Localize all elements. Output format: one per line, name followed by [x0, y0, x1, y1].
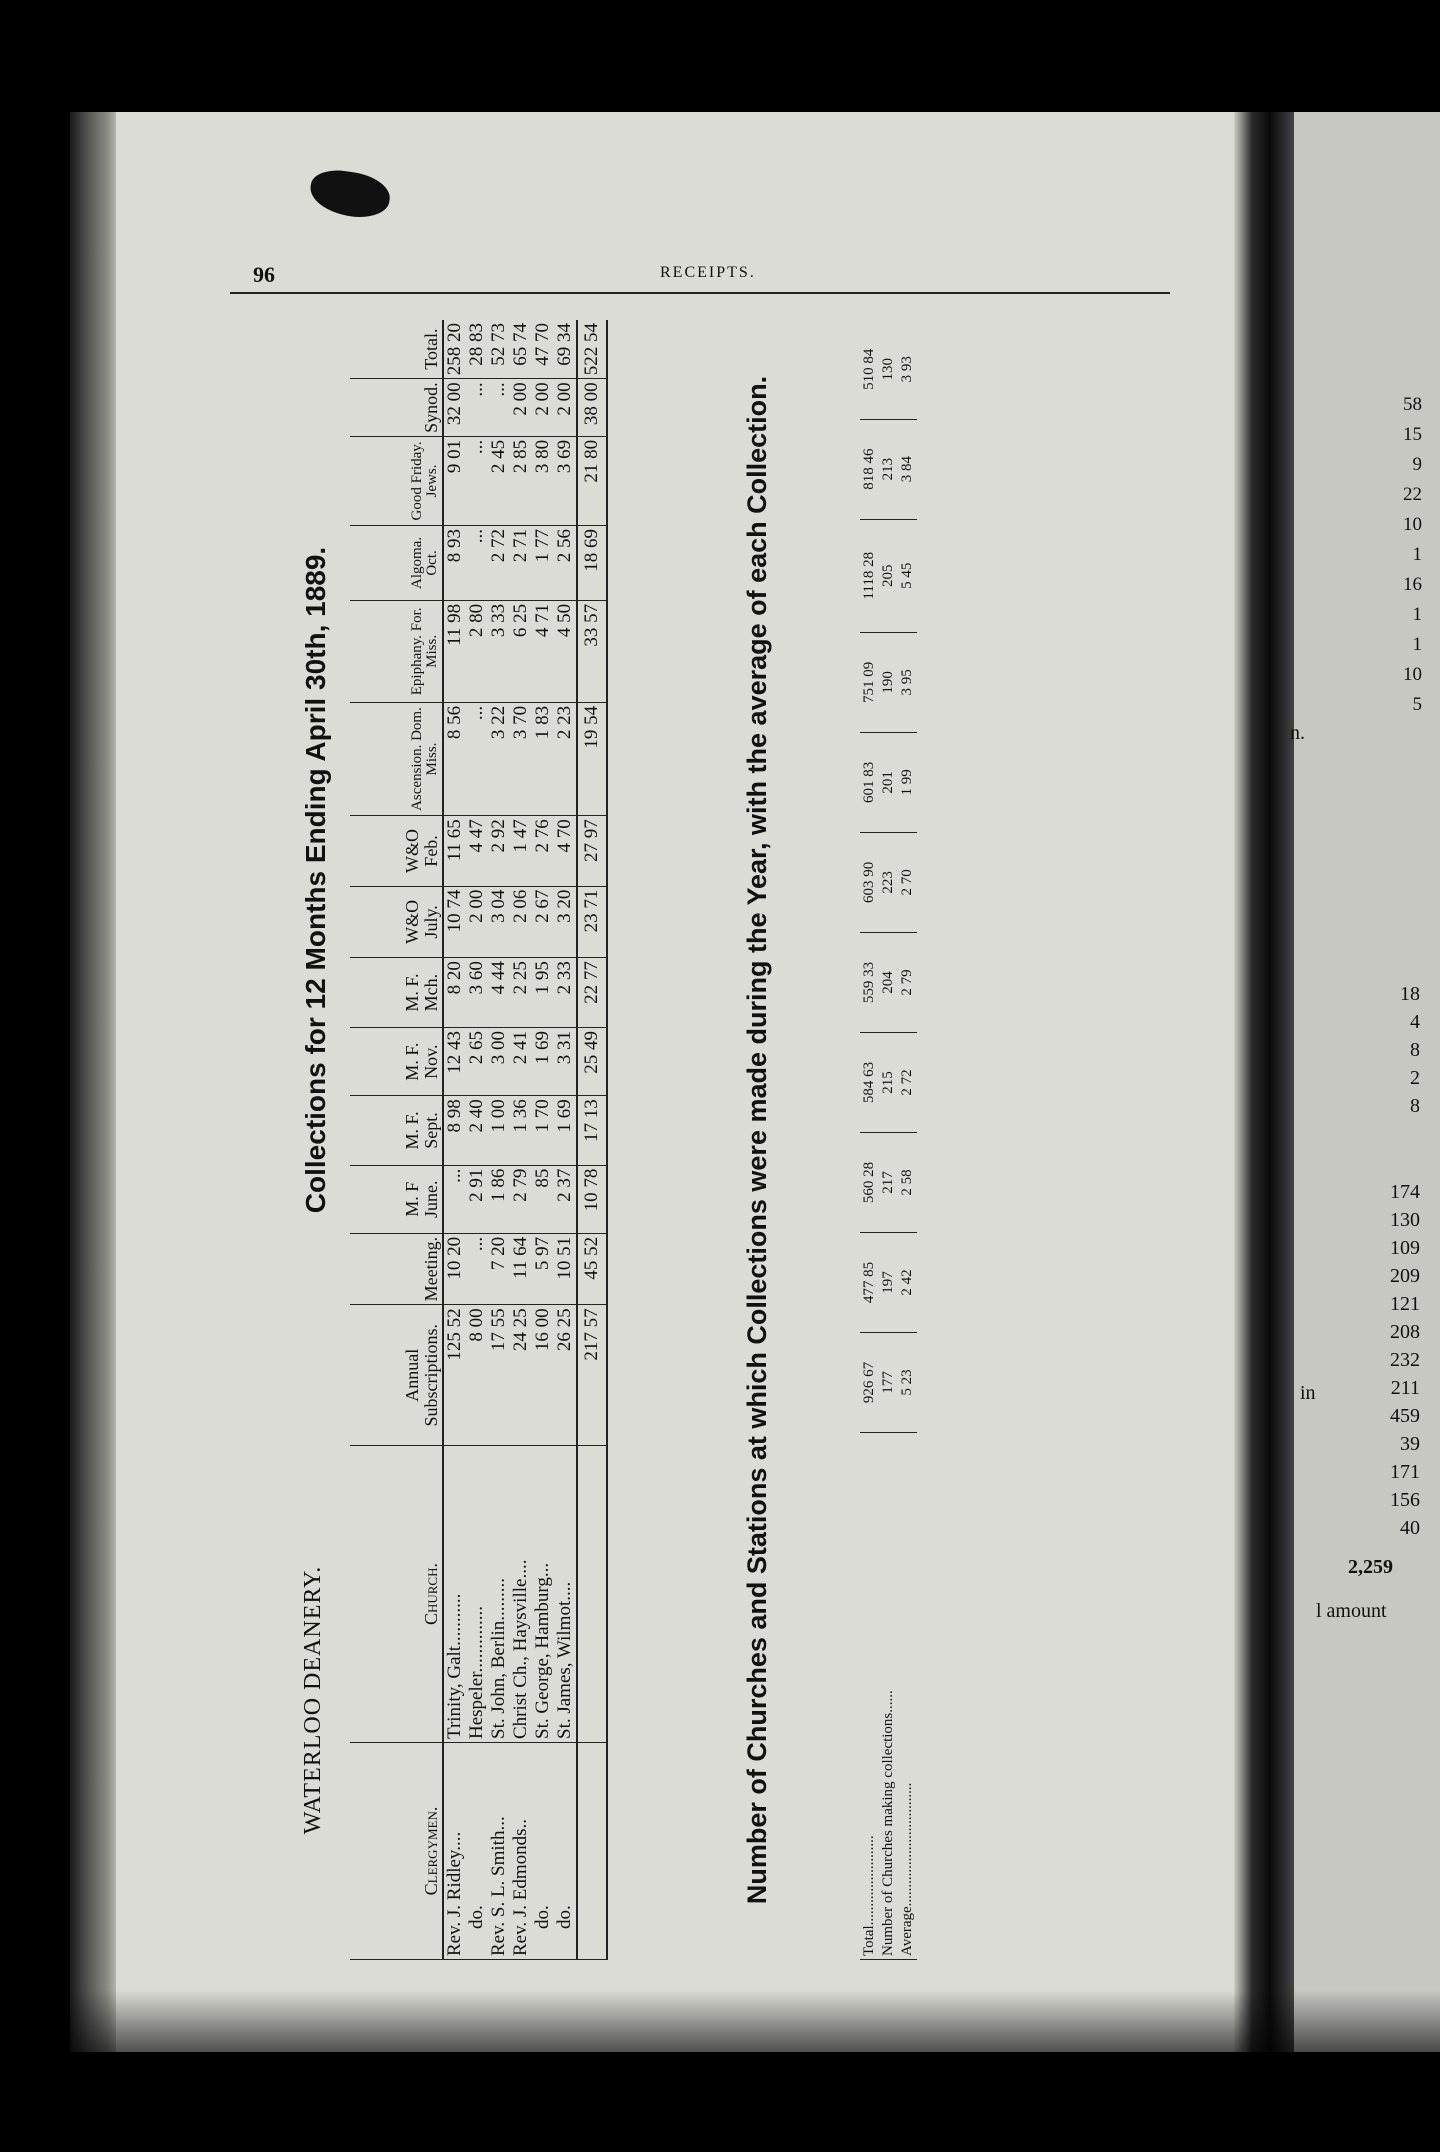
- sept-cell: 8 98: [443, 1096, 466, 1165]
- averages-cell: 2 42: [898, 1232, 917, 1332]
- july-cell: 10 74: [443, 886, 466, 957]
- june-cell: 85: [532, 1165, 554, 1233]
- page-edge-shadow: [70, 112, 116, 2052]
- subs-cell: 26 25: [554, 1305, 577, 1446]
- facing-page-number: 8: [1410, 1095, 1420, 1117]
- averages-cell: 177: [879, 1332, 898, 1432]
- facing-page-number: 10: [1403, 514, 1422, 535]
- facing-page-number: 8: [1410, 1039, 1420, 1061]
- gf-cell: 2 85: [510, 436, 532, 525]
- facing-page-number: 121: [1390, 1293, 1420, 1315]
- averages-label: Average.................................: [898, 1433, 917, 1960]
- averages-cell: 601 83: [860, 732, 879, 832]
- averages-label: Total........................: [860, 1433, 879, 1960]
- table-header-row: [350, 320, 443, 1960]
- averages-cell: 215: [879, 1032, 898, 1132]
- total-cell: 65 74: [510, 320, 532, 379]
- averages-cell: 477 85: [860, 1232, 879, 1332]
- june-cell: 2 79: [510, 1165, 532, 1233]
- asc-cell: 1 83: [532, 702, 554, 815]
- averages-cell: 560 28: [860, 1132, 879, 1232]
- averages-cell: 510 84: [860, 320, 879, 419]
- total-cell: 69 34: [554, 320, 577, 379]
- total-asc: 19 54: [577, 702, 607, 815]
- header-clergymen: Clergymen.: [350, 1743, 443, 1960]
- header-algoma: Algoma. Oct.: [350, 526, 443, 601]
- averages-cell: 818 46: [860, 419, 879, 519]
- totals-row: [577, 320, 607, 1960]
- sept-cell: 1 36: [510, 1096, 532, 1165]
- averages-cell: 213: [879, 419, 898, 519]
- subs-cell: 17 55: [488, 1305, 510, 1446]
- meeting-cell: 10 51: [554, 1233, 577, 1305]
- facing-page-number: 174: [1390, 1181, 1420, 1203]
- clergy-cell: do.: [554, 1743, 577, 1960]
- synod-cell: 2 00: [510, 379, 532, 437]
- averages-row: [898, 320, 917, 1960]
- asc-cell: ...: [466, 702, 488, 815]
- synod-cell: ...: [488, 379, 510, 437]
- synod-cell: 2 00: [554, 379, 577, 437]
- averages-cell: 205: [879, 519, 898, 632]
- church-cell: St. James, Wilmot....: [554, 1446, 577, 1743]
- mch-cell: 3 60: [466, 958, 488, 1028]
- facing-page-upper-figures: [1370, 980, 1420, 1120]
- feb-cell: 2 76: [532, 816, 554, 886]
- facing-page-number: 156: [1390, 1489, 1420, 1511]
- epi-cell: 4 50: [554, 600, 577, 702]
- total-cell: 47 70: [532, 320, 554, 379]
- nov-cell: 2 65: [466, 1028, 488, 1096]
- facing-page-number: 209: [1390, 1265, 1420, 1287]
- header-mf-june: M. F June.: [350, 1165, 443, 1233]
- facing-page-total: 2,259: [1348, 1556, 1393, 1578]
- header-church: Church.: [350, 1446, 443, 1743]
- collections-title: Collections for 12 Months Ending April 30th, 1889.: [300, 546, 331, 1214]
- clergy-cell: Rev. J. Ridley....: [443, 1743, 466, 1960]
- averages-cell: 584 63: [860, 1032, 879, 1132]
- deanery-heading: WATERLOO DEANERY.: [300, 1565, 326, 1835]
- facing-page-number: 1: [1412, 604, 1422, 625]
- total-subs: 217 57: [577, 1305, 607, 1446]
- meeting-cell: 5 97: [532, 1233, 554, 1305]
- header-annual-subscriptions: Annual Subscriptions.: [350, 1305, 443, 1446]
- averages-cell: 1118 28: [860, 519, 879, 632]
- facing-page-number: 10: [1403, 664, 1422, 685]
- july-cell: 2 00: [466, 886, 488, 957]
- church-cell: Hespeler..............: [466, 1446, 488, 1743]
- nov-cell: 12 43: [443, 1028, 466, 1096]
- averages-cell: 603 90: [860, 832, 879, 932]
- facing-page-number: 1: [1412, 544, 1422, 565]
- header-good-friday: Good Friday. Jews.: [350, 436, 443, 525]
- alg-cell: 2 72: [488, 526, 510, 601]
- facing-page-number: 9: [1412, 454, 1422, 475]
- subs-cell: 16 00: [532, 1305, 554, 1446]
- averages-cell: 130: [879, 320, 898, 419]
- total-nov: 25 49: [577, 1028, 607, 1096]
- header-mf-sept: M. F. Sept.: [350, 1096, 443, 1165]
- alg-cell: 1 77: [532, 526, 554, 601]
- asc-cell: 2 23: [554, 702, 577, 815]
- gf-cell: 3 80: [532, 436, 554, 525]
- epi-cell: 3 33: [488, 600, 510, 702]
- sept-cell: 2 40: [466, 1096, 488, 1165]
- church-cell: Christ Ch., Haysville....: [510, 1446, 532, 1743]
- averages-cell: 2 70: [898, 832, 917, 932]
- averages-cell: 2 79: [898, 932, 917, 1032]
- june-cell: 1 86: [488, 1165, 510, 1233]
- running-head: RECEIPTS.: [660, 264, 756, 281]
- facing-page-number: 39: [1400, 1433, 1420, 1455]
- church-cell: St. John, Berlin.........: [488, 1446, 510, 1743]
- facing-page-number: 5: [1412, 694, 1422, 715]
- facing-page-number: 1: [1412, 634, 1422, 655]
- clergy-cell: do.: [532, 1743, 554, 1960]
- church-cell: St. George, Hamburg...: [532, 1446, 554, 1743]
- alg-cell: 2 56: [554, 526, 577, 601]
- averages-label: Number of Churches making collections......: [879, 1433, 898, 1960]
- table-row: [466, 320, 488, 1960]
- total-cell: 52 73: [488, 320, 510, 379]
- total-meeting: 45 52: [577, 1233, 607, 1305]
- facing-page-number: 2: [1410, 1067, 1420, 1089]
- alg-cell: 8 93: [443, 526, 466, 601]
- averages-cell: 5 45: [898, 519, 917, 632]
- facing-page-number: 15: [1403, 424, 1422, 445]
- averages-cell: 3 93: [898, 320, 917, 419]
- church-cell: Trinity, Galt...........: [443, 1446, 466, 1743]
- averages-table: [860, 320, 917, 1960]
- averages-cell: 5 23: [898, 1332, 917, 1432]
- feb-cell: 11 65: [443, 816, 466, 886]
- asc-cell: 3 22: [488, 702, 510, 815]
- synod-cell: 2 00: [532, 379, 554, 437]
- facing-page-number: 130: [1390, 1209, 1420, 1231]
- averages-cell: 926 67: [860, 1332, 879, 1432]
- header-wo-feb: W&O Feb.: [350, 816, 443, 886]
- facing-page-column: [1360, 1178, 1420, 1542]
- facing-page-snippet-in: in: [1300, 1382, 1316, 1404]
- header-mf-mch: M. F. Mch.: [350, 958, 443, 1028]
- nov-cell: 3 00: [488, 1028, 510, 1096]
- facing-page-number: 459: [1390, 1405, 1420, 1427]
- header-mf-nov: M. F. Nov.: [350, 1028, 443, 1096]
- total-epi: 33 57: [577, 600, 607, 702]
- subs-cell: 24 25: [510, 1305, 532, 1446]
- header-epiphany: Epiphany. For. Miss.: [350, 600, 443, 702]
- averages-row: [879, 320, 898, 1960]
- total-mch: 22 77: [577, 958, 607, 1028]
- gf-cell: 9 01: [443, 436, 466, 525]
- total-june: 10 78: [577, 1165, 607, 1233]
- gf-cell: 2 45: [488, 436, 510, 525]
- table-row: [488, 320, 510, 1960]
- table-row: [532, 320, 554, 1960]
- nov-cell: 2 41: [510, 1028, 532, 1096]
- facing-page-number: 208: [1390, 1321, 1420, 1343]
- synod-cell: 32 00: [443, 379, 466, 437]
- total-cell: 258 20: [443, 320, 466, 379]
- facing-page-number: 171: [1390, 1461, 1420, 1483]
- june-cell: ...: [443, 1165, 466, 1233]
- averages-cell: 204: [879, 932, 898, 1032]
- meeting-cell: ...: [466, 1233, 488, 1305]
- epi-cell: 2 80: [466, 600, 488, 702]
- averages-cell: 1 99: [898, 732, 917, 832]
- total-gf: 21 80: [577, 436, 607, 525]
- header-wo-july: W&O July.: [350, 886, 443, 957]
- facing-page-number: 232: [1390, 1349, 1420, 1371]
- synod-cell: ...: [466, 379, 488, 437]
- header-synod: Synod.: [350, 379, 443, 437]
- total-synod: 38 00: [577, 379, 607, 437]
- subs-cell: 125 52: [443, 1305, 466, 1446]
- facing-page-footer: l amount: [1316, 1600, 1387, 1622]
- july-cell: 2 06: [510, 886, 532, 957]
- averages-cell: 2 58: [898, 1132, 917, 1232]
- june-cell: 2 37: [554, 1165, 577, 1233]
- averages-cell: 201: [879, 732, 898, 832]
- july-cell: 2 67: [532, 886, 554, 957]
- header-ascension: Ascension. Dom. Miss.: [350, 702, 443, 815]
- subs-cell: 8 00: [466, 1305, 488, 1446]
- epi-cell: 11 98: [443, 600, 466, 702]
- table-row: [554, 320, 577, 1960]
- gf-cell: 3 69: [554, 436, 577, 525]
- epi-cell: 6 25: [510, 600, 532, 702]
- facing-page-number: 40: [1400, 1517, 1420, 1539]
- facing-page-number: 109: [1390, 1237, 1420, 1259]
- sept-cell: 1 70: [532, 1096, 554, 1165]
- averages-cell: 223: [879, 832, 898, 932]
- clergy-cell: Rev. J. Edmonds..: [510, 1743, 532, 1960]
- july-cell: 3 20: [554, 886, 577, 957]
- averages-row: [860, 320, 879, 1960]
- mch-cell: 4 44: [488, 958, 510, 1028]
- total-cell: 28 83: [466, 320, 488, 379]
- feb-cell: 1 47: [510, 816, 532, 886]
- table-row: [510, 320, 532, 1960]
- averages-cell: 2 72: [898, 1032, 917, 1132]
- total-sept: 17 13: [577, 1096, 607, 1165]
- nov-cell: 3 31: [554, 1028, 577, 1096]
- clergy-cell: Rev. S. L. Smith...: [488, 1743, 510, 1960]
- mch-cell: 1 95: [532, 958, 554, 1028]
- asc-cell: 3 70: [510, 702, 532, 815]
- page-number: 96: [253, 262, 275, 287]
- feb-cell: 2 92: [488, 816, 510, 886]
- facing-page-number: 16: [1403, 574, 1422, 595]
- clergy-cell: do.: [466, 1743, 488, 1960]
- book-binding: [1234, 112, 1294, 2052]
- july-cell: 3 04: [488, 886, 510, 957]
- header-rule: [230, 292, 1170, 294]
- epi-cell: 4 71: [532, 600, 554, 702]
- averages-cell: 3 84: [898, 419, 917, 519]
- june-cell: 2 91: [466, 1165, 488, 1233]
- averages-cell: 3 95: [898, 632, 917, 732]
- averages-cell: 751 09: [860, 632, 879, 732]
- table-row: [443, 320, 466, 1960]
- averages-cell: 197: [879, 1232, 898, 1332]
- scan-bottom-shadow: [70, 1990, 1440, 2152]
- total-alg: 18 69: [577, 526, 607, 601]
- feb-cell: 4 70: [554, 816, 577, 886]
- facing-page-number: 211: [1390, 1377, 1420, 1399]
- mch-cell: 2 33: [554, 958, 577, 1028]
- meeting-cell: 10 20: [443, 1233, 466, 1305]
- meeting-cell: 7 20: [488, 1233, 510, 1305]
- rotated-table-block: [300, 320, 1210, 1960]
- averages-cell: 217: [879, 1132, 898, 1232]
- facing-page-snippet: n.: [1290, 722, 1305, 744]
- facing-page-number: 18: [1400, 983, 1420, 1005]
- meeting-cell: 11 64: [510, 1233, 532, 1305]
- collections-table: [350, 320, 608, 1960]
- averages-cell: 559 33: [860, 932, 879, 1032]
- mch-cell: 2 25: [510, 958, 532, 1028]
- facing-page-number: 22: [1403, 484, 1422, 505]
- facing-page-top-figures: [1352, 390, 1422, 720]
- feb-cell: 4 47: [466, 816, 488, 886]
- sept-cell: 1 00: [488, 1096, 510, 1165]
- header-total: Total.: [350, 320, 443, 379]
- facing-page-number: 4: [1410, 1011, 1420, 1033]
- mch-cell: 8 20: [443, 958, 466, 1028]
- averages-cell: 190: [879, 632, 898, 732]
- header-meeting: Meeting.: [350, 1233, 443, 1305]
- total-grand: 522 54: [577, 320, 607, 379]
- asc-cell: 8 56: [443, 702, 466, 815]
- alg-cell: ...: [466, 526, 488, 601]
- alg-cell: 2 71: [510, 526, 532, 601]
- averages-subtitle: Number of Churches and Stations at which Collections were made during the Year, with the average of each Collection.: [742, 375, 772, 1905]
- facing-page-number: 58: [1403, 394, 1422, 415]
- nov-cell: 1 69: [532, 1028, 554, 1096]
- sept-cell: 1 69: [554, 1096, 577, 1165]
- total-july: 23 71: [577, 886, 607, 957]
- gf-cell: ...: [466, 436, 488, 525]
- total-feb: 27 97: [577, 816, 607, 886]
